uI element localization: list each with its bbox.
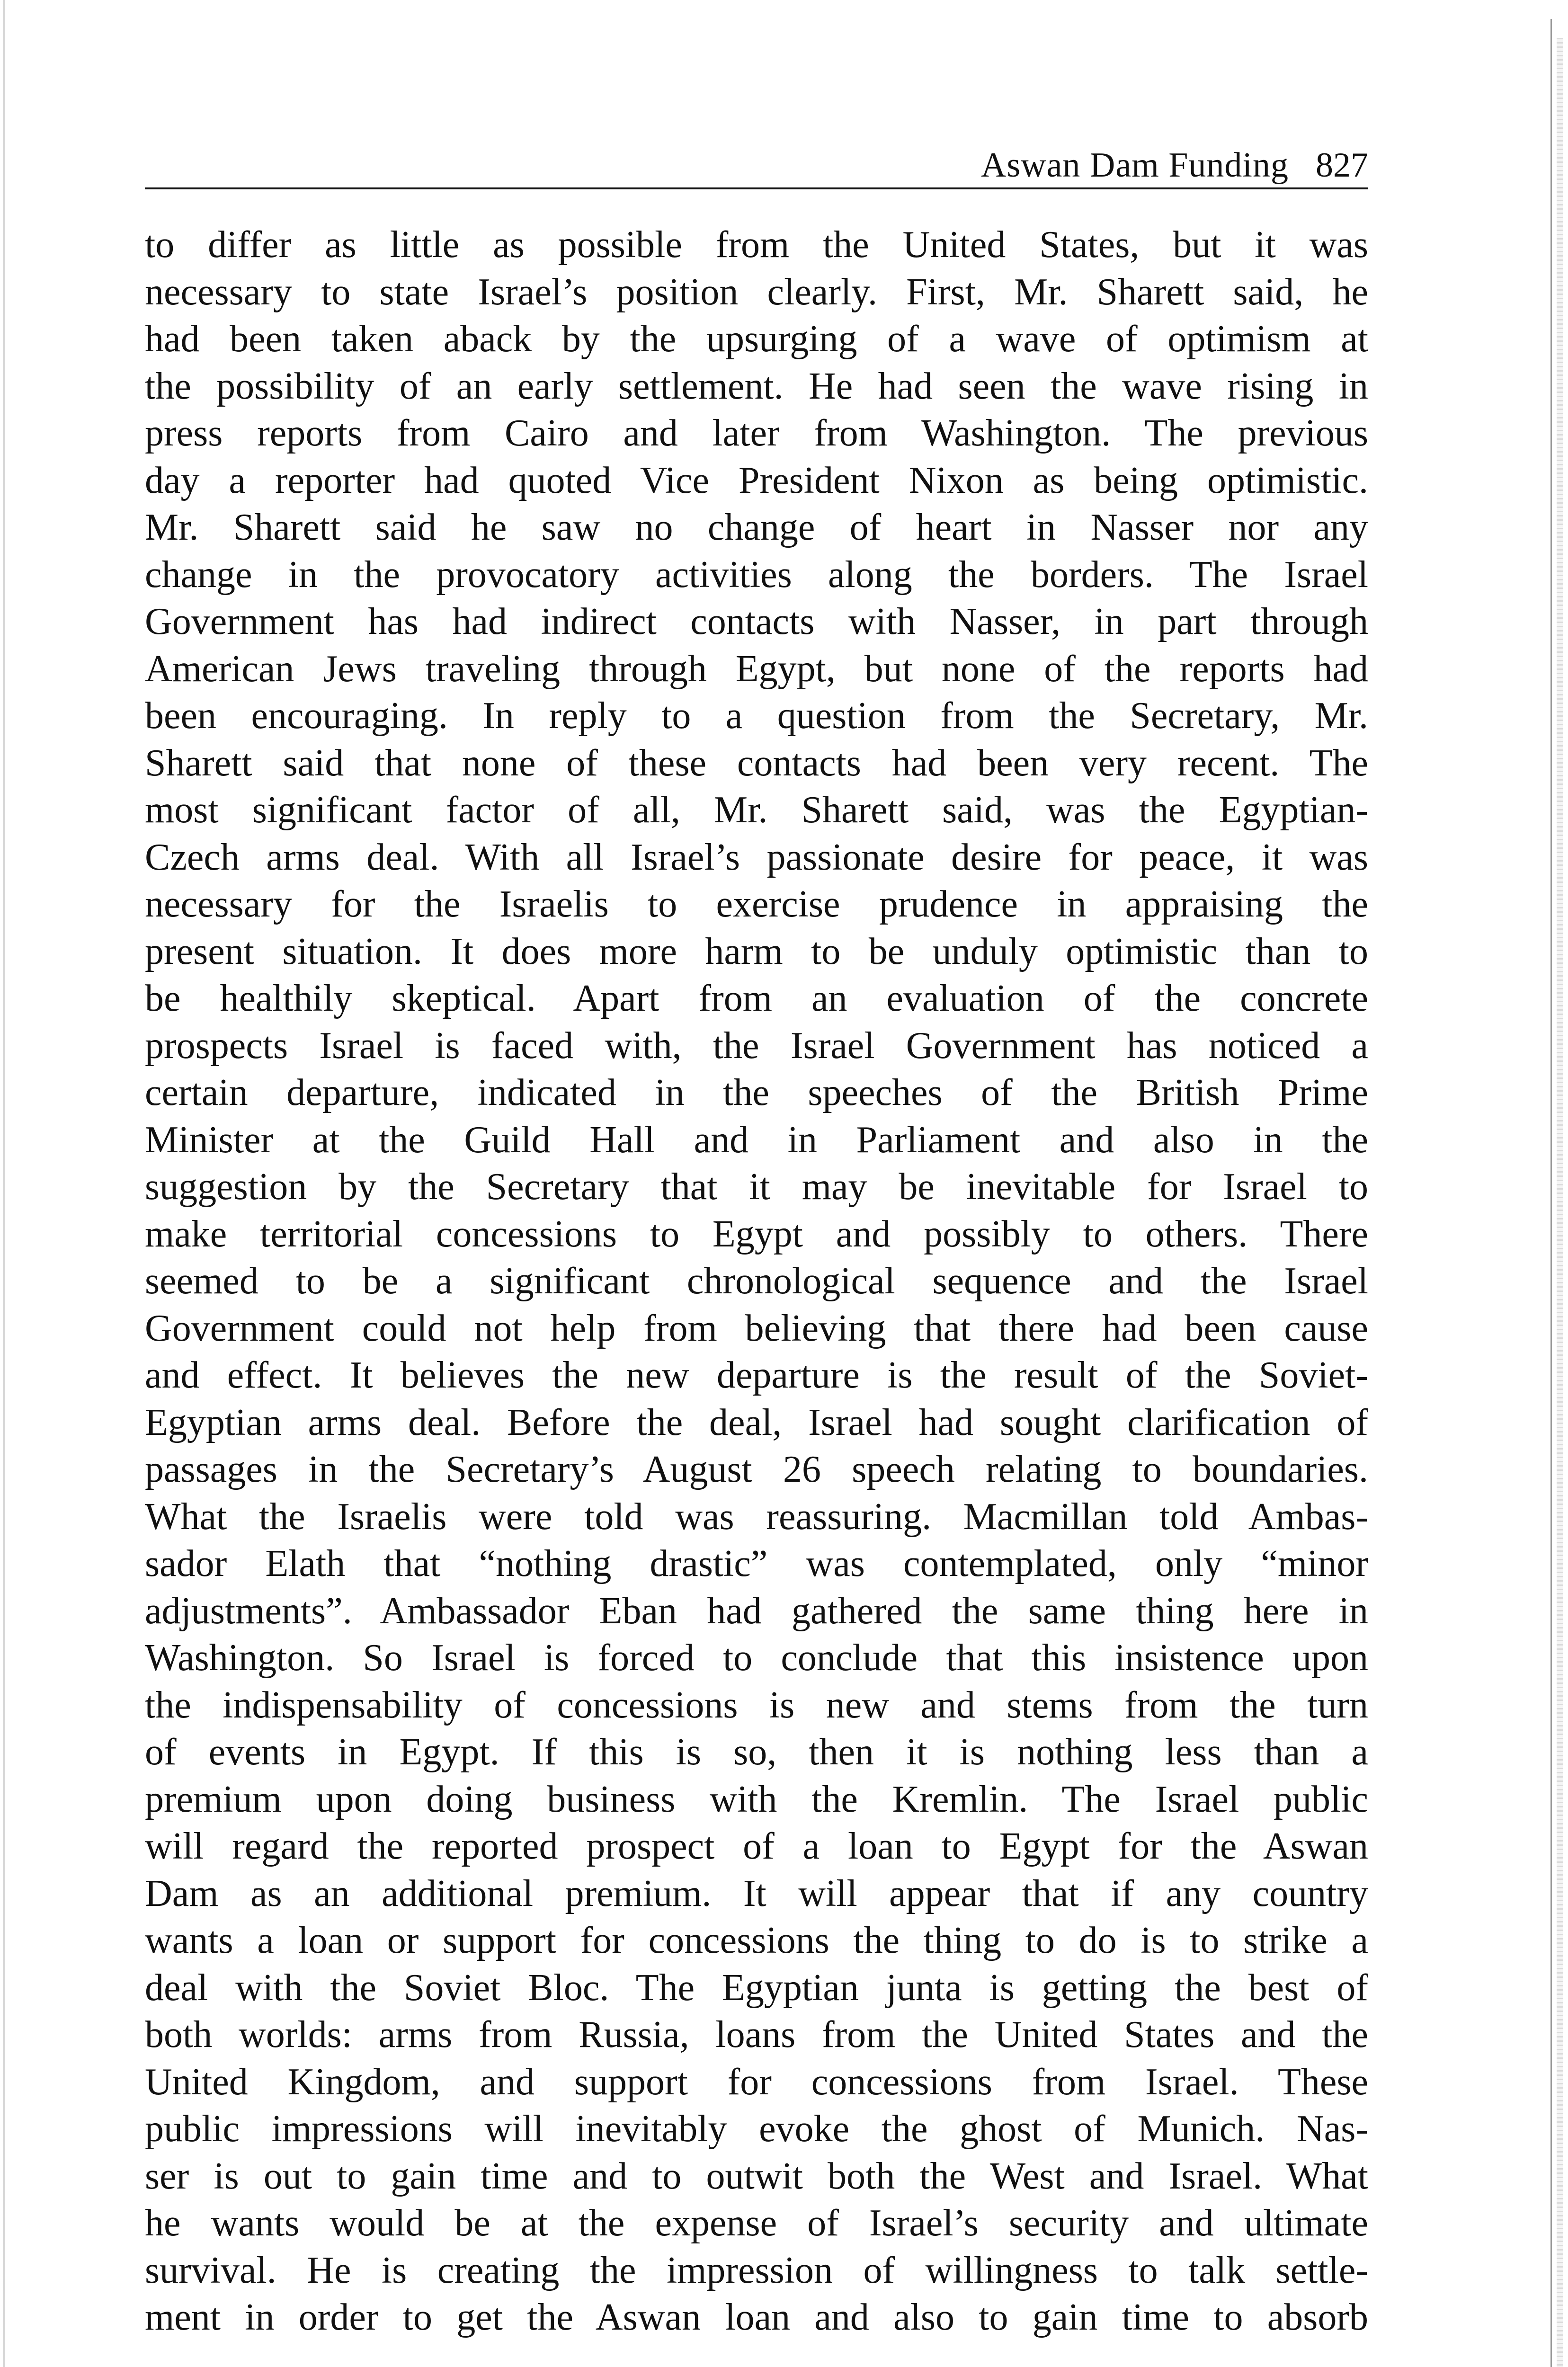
text-line: present situation. It does more harm to be unduly optimistic than to	[145, 930, 1368, 972]
text-line: Mr. Sharett said he saw no change of heart in Nasser nor any	[145, 507, 1368, 548]
text-line: Sharett said that none of these contacts had been very recent. The	[145, 742, 1368, 784]
text-line: most significant factor of all, Mr. Sharett said, was the Egyptian-	[145, 789, 1368, 831]
text-line: and effect. It believes the new departure is the result of the Soviet-	[145, 1354, 1368, 1396]
text-line: make territorial concessions to Egypt and possibly to others. There	[145, 1213, 1368, 1255]
text-line: both worlds: arms from Russia, loans from the United States and the	[145, 2014, 1368, 2056]
text-line: press reports from Cairo and later from Washington. The previous	[145, 412, 1368, 454]
text-line: been encouraging. In reply to a question from the Secretary, Mr.	[145, 695, 1368, 737]
text-line: ser is out to gain time and to outwit both the West and Israel. What	[145, 2155, 1368, 2197]
text-line: American Jews traveling through Egypt, but none of the reports had	[145, 648, 1368, 690]
body-text	[145, 222, 1368, 2341]
text-line: United Kingdom, and support for concessions from Israel. These	[145, 2061, 1368, 2103]
running-title: Aswan Dam Funding	[980, 146, 1289, 185]
text-line: day a reporter had quoted Vice President Nixon as being optimistic.	[145, 459, 1368, 501]
text-line: public impressions will inevitably evoke the ghost of Munich. Nas-	[145, 2108, 1368, 2150]
text-line: Government has had indirect contacts with Nasser, in part through	[145, 601, 1368, 642]
text-line: to differ as little as possible from the United States, but it was	[145, 224, 1368, 266]
text-line: the indispensability of concessions is new and stems from the turn	[145, 1684, 1368, 1726]
text-line: suggestion by the Secretary that it may be inevitable for Israel to	[145, 1166, 1368, 1208]
text-line: premium upon doing business with the Kremlin. The Israel public	[145, 1778, 1368, 1820]
page-edge-right-binding	[1557, 38, 1563, 2367]
text-line: he wants would be at the expense of Israel’s security and ultimate	[145, 2202, 1368, 2244]
text-line: Minister at the Guild Hall and in Parliament and also in the	[145, 1119, 1368, 1161]
text-line: Washington. So Israel is forced to conclude that this insistence upon	[145, 1637, 1368, 1679]
text-line: the possibility of an early settlement. He had seen the wave rising in	[145, 365, 1368, 407]
text-line: seemed to be a significant chronological sequence and the Israel	[145, 1260, 1368, 1302]
text-line: change in the provocatory activities along the borders. The Israel	[145, 553, 1368, 596]
text-line: had been taken aback by the upsurging of a wave of optimism at	[145, 318, 1368, 360]
running-header	[145, 136, 1368, 189]
text-line: be healthily skeptical. Apart from an evaluation of the concrete	[145, 978, 1368, 1019]
text-line: of events in Egypt. If this is so, then it is nothing less than a	[145, 1731, 1368, 1773]
page-number: 827	[1316, 146, 1368, 185]
text-line: necessary to state Israel’s position clearly. First, Mr. Sharett said, he	[145, 271, 1368, 313]
text-line: will regard the reported prospect of a loan to Egypt for the Aswan	[145, 1825, 1368, 1867]
text-line: necessary for the Israelis to exercise prudence in appraising the	[145, 883, 1368, 925]
page-edge-left	[3, 0, 5, 2367]
text-line: deal with the Soviet Bloc. The Egyptian junta is getting the best of	[145, 1967, 1368, 2009]
text-line: prospects Israel is faced with, the Israel Government has noticed a	[145, 1024, 1368, 1067]
text-line: sador Elath that “nothing drastic” was contemplated, only “minor	[145, 1543, 1368, 1584]
text-line: passages in the Secretary’s August 26 speech relating to boundaries.	[145, 1449, 1368, 1490]
text-line: What the Israelis were told was reassuring. Macmillan told Ambas-	[145, 1495, 1368, 1538]
text-line: certain departure, indicated in the speeches of the British Prime	[145, 1072, 1368, 1113]
text-line: wants a loan or support for concessions the thing to do is to strike a	[145, 1920, 1368, 1961]
text-line: Government could not help from believing that there had been cause	[145, 1307, 1368, 1349]
text-line: survival. He is creating the impression of willingness to talk settle-	[145, 2249, 1368, 2291]
text-line: Czech arms deal. With all Israel’s passionate desire for peace, it was	[145, 836, 1368, 878]
text-line: ment in order to get the Aswan loan and also to gain time to absorb	[145, 2296, 1368, 2338]
text-line: Egyptian arms deal. Before the deal, Israel had sought clarification of	[145, 1401, 1368, 1443]
page-edge-right-line	[1550, 19, 1552, 2367]
text-line: Dam as an additional premium. It will appear that if any country	[145, 1872, 1368, 1914]
text-line: adjustments”. Ambassador Eban had gathered the same thing here in	[145, 1590, 1368, 1632]
